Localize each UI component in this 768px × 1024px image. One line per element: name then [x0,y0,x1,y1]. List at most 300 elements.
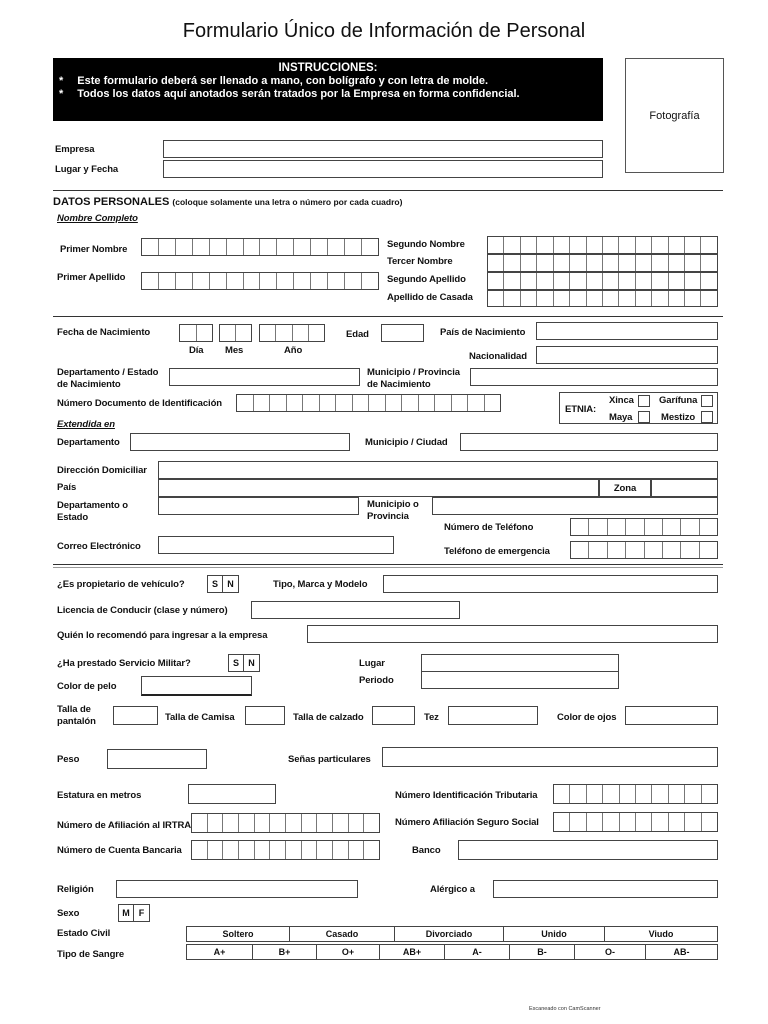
sangre-a-neg[interactable]: A- [445,945,510,960]
grid-cell[interactable] [619,273,635,289]
igss-label: Número Afiliación Seguro Social [395,817,539,828]
xinca-checkbox[interactable] [638,395,650,407]
grid-cell[interactable] [636,291,652,306]
grid-cell[interactable] [521,291,537,306]
grid-cell[interactable] [270,395,287,411]
nit-label: Número Identificación Tributaria [395,790,538,801]
anio-label: Año [284,345,303,356]
lugar-label: Lugar [359,658,385,669]
mes-label: Mes [225,345,244,356]
grid-cell[interactable] [402,395,419,411]
grid-cell[interactable] [669,291,685,306]
edad-label: Edad [346,329,369,340]
grid-cell[interactable] [626,542,644,558]
grid-cell[interactable] [142,273,159,289]
depto-nacimiento-field[interactable] [169,368,360,386]
xinca-label: Xinca [609,395,634,406]
tez-field[interactable] [448,706,538,725]
grid-cell[interactable] [619,291,635,306]
cuenta-grid[interactable] [191,840,380,860]
garifuna-label: Garífuna [659,395,698,406]
grid-cell[interactable] [537,255,553,271]
grid-cell[interactable] [554,813,570,831]
grid-cell[interactable] [669,813,685,831]
grid-cell[interactable] [362,273,378,289]
grid-cell[interactable] [328,239,345,255]
grid-cell[interactable] [176,239,193,255]
licencia-field[interactable] [251,601,460,619]
sangre-o-pos[interactable]: O+ [317,945,380,960]
instructions-box [53,58,603,121]
grid-cell[interactable] [294,239,311,255]
grid-cell[interactable] [244,273,261,289]
grid-cell[interactable] [311,239,328,255]
peso-field[interactable] [107,749,207,769]
grid-cell[interactable] [603,255,619,271]
grid-cell[interactable] [317,814,333,832]
grid-cell[interactable] [603,273,619,289]
grid-cell[interactable] [603,291,619,306]
grid-cell[interactable] [700,542,717,558]
grid-cell[interactable] [276,325,292,341]
grid-cell[interactable] [210,239,227,255]
servicio-sn[interactable] [228,654,260,672]
documento-grid[interactable] [236,394,501,412]
municipio-ciudad-field[interactable] [460,433,718,451]
religion-label: Religión [57,884,94,895]
grid-cell[interactable] [345,239,362,255]
grid-cell[interactable] [239,814,255,832]
primer-apellido-grid[interactable] [141,272,379,290]
segundo-nombre-grid[interactable] [487,236,718,254]
grid-cell[interactable] [485,395,501,411]
sangre-b-pos[interactable]: B+ [253,945,317,960]
grid-cell[interactable] [333,841,349,859]
talla-camisa-label: Talla de Camisa [165,712,235,723]
grid-cell[interactable] [159,239,176,255]
estado-casado[interactable]: Casado [290,927,395,942]
grid-cell[interactable] [142,239,159,255]
servicio-label: ¿Ha prestado Servicio Militar? [57,658,191,669]
telefono-grid[interactable] [570,518,718,536]
grid-cell[interactable] [302,814,318,832]
grid-cell[interactable] [603,237,619,253]
banco-field[interactable] [458,840,718,860]
grid-cell[interactable] [570,237,586,253]
anio-grid[interactable] [259,324,325,342]
mes-grid[interactable] [219,324,252,342]
grid-cell[interactable] [302,841,318,859]
photo-box[interactable] [625,58,724,173]
grid-cell[interactable] [227,273,244,289]
grid-cell[interactable] [652,255,668,271]
grid-cell[interactable] [652,273,668,289]
grid-cell[interactable] [176,273,193,289]
primer-nombre-label: Primer Nombre [60,244,128,255]
grid-cell[interactable] [504,255,520,271]
grid-cell[interactable] [619,237,635,253]
grid-cell[interactable] [554,273,570,289]
pais-nacimiento-field[interactable] [536,322,718,340]
grid-cell[interactable] [260,325,276,341]
segundo-apellido-grid[interactable] [487,272,718,290]
grid-cell[interactable] [685,813,701,831]
grid-cell[interactable] [619,255,635,271]
departamento-field[interactable] [130,433,350,451]
sangre-b-neg[interactable]: B- [510,945,575,960]
muni-prov-label-2: Provincia [367,511,409,522]
irtra-grid[interactable] [191,813,380,833]
sangre-ab-neg[interactable]: AB- [646,945,718,960]
grid-cell[interactable] [452,395,469,411]
garifuna-checkbox[interactable] [701,395,713,407]
peso-label: Peso [57,754,80,765]
grid-cell[interactable] [587,813,603,831]
grid-cell[interactable] [636,255,652,271]
grid-cell[interactable] [636,273,652,289]
grid-cell[interactable] [277,273,294,289]
grid-cell[interactable] [681,542,699,558]
grid-cell[interactable] [328,273,345,289]
recomendo-field[interactable] [307,625,718,643]
zona-label-cell [599,479,651,497]
grid-cell[interactable] [685,237,701,253]
grid-cell[interactable] [701,237,716,253]
grid-cell[interactable] [260,239,277,255]
grid-cell[interactable] [504,237,520,253]
maya-label: Maya [609,412,633,423]
grid-cell[interactable] [386,395,403,411]
grid-cell[interactable] [277,239,294,255]
estado-viudo[interactable]: Viudo [605,927,718,942]
grid-cell[interactable] [685,255,701,271]
grid-cell[interactable] [570,273,586,289]
grid-cell[interactable] [685,785,701,803]
nombre-completo-label: Nombre Completo [57,213,138,224]
primer-nombre-grid[interactable] [141,238,379,256]
grid-cell[interactable] [521,255,537,271]
edad-field[interactable] [381,324,424,342]
emergencia-grid[interactable] [570,541,718,559]
alergico-label: Alérgico a [430,884,475,895]
direccion-label: Dirección Domiciliar [57,465,147,476]
grid-cell[interactable] [554,291,570,306]
talla-calzado-field[interactable] [372,706,415,725]
muni-prov-field[interactable] [432,497,718,515]
grid-cell[interactable] [208,841,224,859]
talla-pantalon-label-2: pantalón [57,716,96,727]
grid-cell[interactable] [349,814,365,832]
color-ojos-field[interactable] [625,706,718,725]
divider [53,564,723,565]
estado-divorciado[interactable]: Divorciado [395,927,504,942]
grid-cell[interactable] [554,237,570,253]
grid-cell[interactable] [570,813,586,831]
lugar-fecha-label: Lugar y Fecha [55,164,119,175]
n-option[interactable]: N [227,579,234,589]
empresa-field[interactable] [163,140,603,158]
grid-cell[interactable] [293,325,309,341]
grid-cell[interactable] [488,237,504,253]
grid-cell[interactable] [488,291,504,306]
grid-cell[interactable] [364,814,379,832]
grid-cell[interactable] [652,237,668,253]
telefono-label: Número de Teléfono [444,522,534,533]
grid-cell[interactable] [626,519,644,535]
form-title: Formulario Único de Información de Personal [182,20,586,42]
grid-cell[interactable] [587,291,603,306]
grid-cell[interactable] [570,255,586,271]
grid-cell[interactable] [193,239,210,255]
grid-cell[interactable] [571,519,589,535]
divider [53,316,723,317]
grid-cell[interactable] [701,255,716,271]
grid-cell[interactable] [702,813,717,831]
grid-cell[interactable] [554,785,570,803]
periodo-label: Periodo [359,675,394,686]
lugar-field[interactable] [421,654,619,672]
grid-cell[interactable] [333,814,349,832]
grid-cell[interactable] [435,395,452,411]
grid-cell[interactable] [197,325,213,341]
segundo-nombre-label: Segundo Nombre [387,239,465,250]
grid-cell[interactable] [636,813,652,831]
bullet: * [59,75,64,87]
grid-cell[interactable] [554,255,570,271]
extendida-label: Extendida en [57,419,115,430]
grid-cell[interactable] [254,395,271,411]
grid-cell[interactable] [701,273,716,289]
correo-label: Correo Electrónico [57,541,141,552]
grid-cell[interactable] [369,395,386,411]
grid-cell[interactable] [608,519,626,535]
mestizo-label: Mestizo [661,412,696,423]
grid-cell[interactable] [504,273,520,289]
licencia-label: Licencia de Conducir (clase y número) [57,605,228,616]
apellido-casada-grid[interactable] [487,290,718,307]
zona-field[interactable] [651,479,718,497]
instruction-line-2: Todos los datos aquí anotados serán tratados por la Empresa en forma confidencial. [77,88,520,100]
grid-cell[interactable] [636,237,652,253]
grid-cell[interactable] [663,542,681,558]
grid-cell[interactable] [294,273,311,289]
footer-watermark: Escaneado con CamScanner [529,1006,601,1012]
grid-cell[interactable] [608,542,626,558]
grid-cell[interactable] [255,841,271,859]
grid-cell[interactable] [286,841,302,859]
estado-unido[interactable]: Unido [504,927,605,942]
divider [53,190,723,191]
divider [53,567,723,568]
alergico-field[interactable] [493,880,718,898]
dia-label: Día [189,345,204,356]
grid-cell[interactable] [663,519,681,535]
color-pelo-field[interactable] [141,676,252,696]
talla-pantalon-field[interactable] [113,706,158,725]
grid-cell[interactable] [669,237,685,253]
grid-cell[interactable] [645,519,663,535]
s-option[interactable]: S [208,576,223,592]
pais-nacimiento-label: País de Nacimiento [440,327,526,338]
direccion-field[interactable] [158,461,718,479]
grid-cell[interactable] [570,291,586,306]
grid-cell[interactable] [287,395,304,411]
grid-cell[interactable] [320,395,337,411]
depto-estado-field[interactable] [158,497,359,515]
grid-cell[interactable] [237,395,254,411]
grid-cell[interactable] [589,542,607,558]
muni-nacimiento-label-2: de Nacimiento [367,379,431,390]
correo-field[interactable] [158,536,394,554]
grid-cell[interactable] [311,273,328,289]
vehiculo-sn[interactable] [207,575,239,593]
recomendo-label: Quién lo recomendó para ingresar a la empresa [57,630,268,641]
muni-nacimiento-field[interactable] [470,368,718,386]
grid-cell[interactable] [669,255,685,271]
grid-cell[interactable] [700,519,717,535]
grid-cell[interactable] [193,273,210,289]
grid-cell[interactable] [669,785,685,803]
grid-cell[interactable] [587,785,603,803]
sangre-a-pos[interactable]: A+ [187,945,253,960]
sangre-o-neg[interactable]: O- [575,945,646,960]
grid-cell[interactable] [537,273,553,289]
grid-cell[interactable] [286,814,302,832]
grid-cell[interactable] [362,239,378,255]
s-option[interactable]: S [229,655,244,671]
grid-cell[interactable] [652,785,668,803]
grid-cell[interactable] [587,255,603,271]
tipo-marca-label: Tipo, Marca y Modelo [273,579,368,590]
grid-cell[interactable] [702,785,717,803]
grid-cell[interactable] [180,325,197,341]
grid-cell[interactable] [603,813,619,831]
grid-cell[interactable] [192,814,208,832]
grid-cell[interactable] [537,291,553,306]
muni-prov-label: Municipio o [367,499,419,510]
grid-cell[interactable] [255,814,271,832]
grid-cell[interactable] [701,291,716,306]
grid-cell[interactable] [270,814,286,832]
grid-cell[interactable] [669,273,685,289]
tipo-sangre-table [186,944,718,960]
grid-cell[interactable] [353,395,370,411]
nit-grid[interactable] [553,784,718,804]
grid-cell[interactable] [652,813,668,831]
grid-cell[interactable] [589,519,607,535]
grid-cell[interactable] [587,273,603,289]
estatura-field[interactable] [188,784,276,804]
grid-cell[interactable] [419,395,436,411]
grid-cell[interactable] [468,395,485,411]
primer-apellido-label: Primer Apellido [57,272,126,283]
grid-cell[interactable] [681,519,699,535]
grid-cell[interactable] [192,841,208,859]
grid-cell[interactable] [220,325,236,341]
grid-cell[interactable] [620,813,636,831]
senas-field[interactable] [382,747,718,767]
talla-camisa-field[interactable] [245,706,285,725]
grid-cell[interactable] [210,273,227,289]
grid-cell[interactable] [303,395,320,411]
grid-cell[interactable] [571,542,589,558]
religion-field[interactable] [116,880,358,898]
grid-cell[interactable] [504,291,520,306]
grid-cell[interactable] [488,255,504,271]
grid-cell[interactable] [270,841,286,859]
grid-cell[interactable] [645,542,663,558]
grid-cell[interactable] [309,325,324,341]
grid-cell[interactable] [685,291,701,306]
vehiculo-label: ¿Es propietario de vehículo? [57,579,185,590]
grid-cell[interactable] [317,841,333,859]
grid-cell[interactable] [537,237,553,253]
grid-cell[interactable] [570,785,586,803]
grid-cell[interactable] [223,814,239,832]
grid-cell[interactable] [349,841,365,859]
grid-cell[interactable] [336,395,353,411]
cuenta-label: Número de Cuenta Bancaria [57,845,182,856]
m-option[interactable]: M [119,905,134,921]
bullet: * [59,88,64,100]
grid-cell[interactable] [364,841,379,859]
grid-cell[interactable] [159,273,176,289]
estado-soltero[interactable]: Soltero [187,927,290,942]
grid-cell[interactable] [345,273,362,289]
grid-cell[interactable] [488,273,504,289]
grid-cell[interactable] [239,841,255,859]
muni-nacimiento-label: Municipio / Provincia [367,367,460,378]
grid-cell[interactable] [227,239,244,255]
tipo-marca-field[interactable] [383,575,718,593]
grid-cell[interactable] [652,291,668,306]
nacionalidad-label: Nacionalidad [469,351,527,362]
grid-cell[interactable] [236,325,251,341]
igss-grid[interactable] [553,812,718,832]
grid-cell[interactable] [685,273,701,289]
estado-civil-label: Estado Civil [57,928,111,939]
nacionalidad-field[interactable] [536,346,718,364]
grid-cell[interactable] [244,239,261,255]
sangre-ab-pos[interactable]: AB+ [380,945,445,960]
grid-cell[interactable] [636,785,652,803]
lugar-fecha-field[interactable] [163,160,603,178]
grid-cell[interactable] [260,273,277,289]
grid-cell[interactable] [521,237,537,253]
dia-grid[interactable] [179,324,213,342]
sexo-mf[interactable] [118,904,150,922]
irtra-label: Número de Afiliación al IRTRA [57,820,191,831]
depto-estado-label: Departamento o [57,500,128,511]
grid-cell[interactable] [587,237,603,253]
n-option[interactable]: N [248,658,255,668]
grid-cell[interactable] [223,841,239,859]
tercer-nombre-grid[interactable] [487,254,718,272]
grid-cell[interactable] [208,814,224,832]
grid-cell[interactable] [521,273,537,289]
etnia-label: ETNIA: [565,404,597,415]
grid-cell[interactable] [603,785,619,803]
maya-checkbox[interactable] [638,411,650,423]
mestizo-checkbox[interactable] [701,411,713,423]
grid-cell[interactable] [620,785,636,803]
f-option[interactable]: F [138,908,145,918]
periodo-field[interactable] [421,671,619,689]
color-ojos-label: Color de ojos [557,712,617,723]
sexo-label: Sexo [57,908,80,919]
talla-pantalon-label: Talla de [57,704,91,715]
pais-field[interactable] [158,479,599,497]
